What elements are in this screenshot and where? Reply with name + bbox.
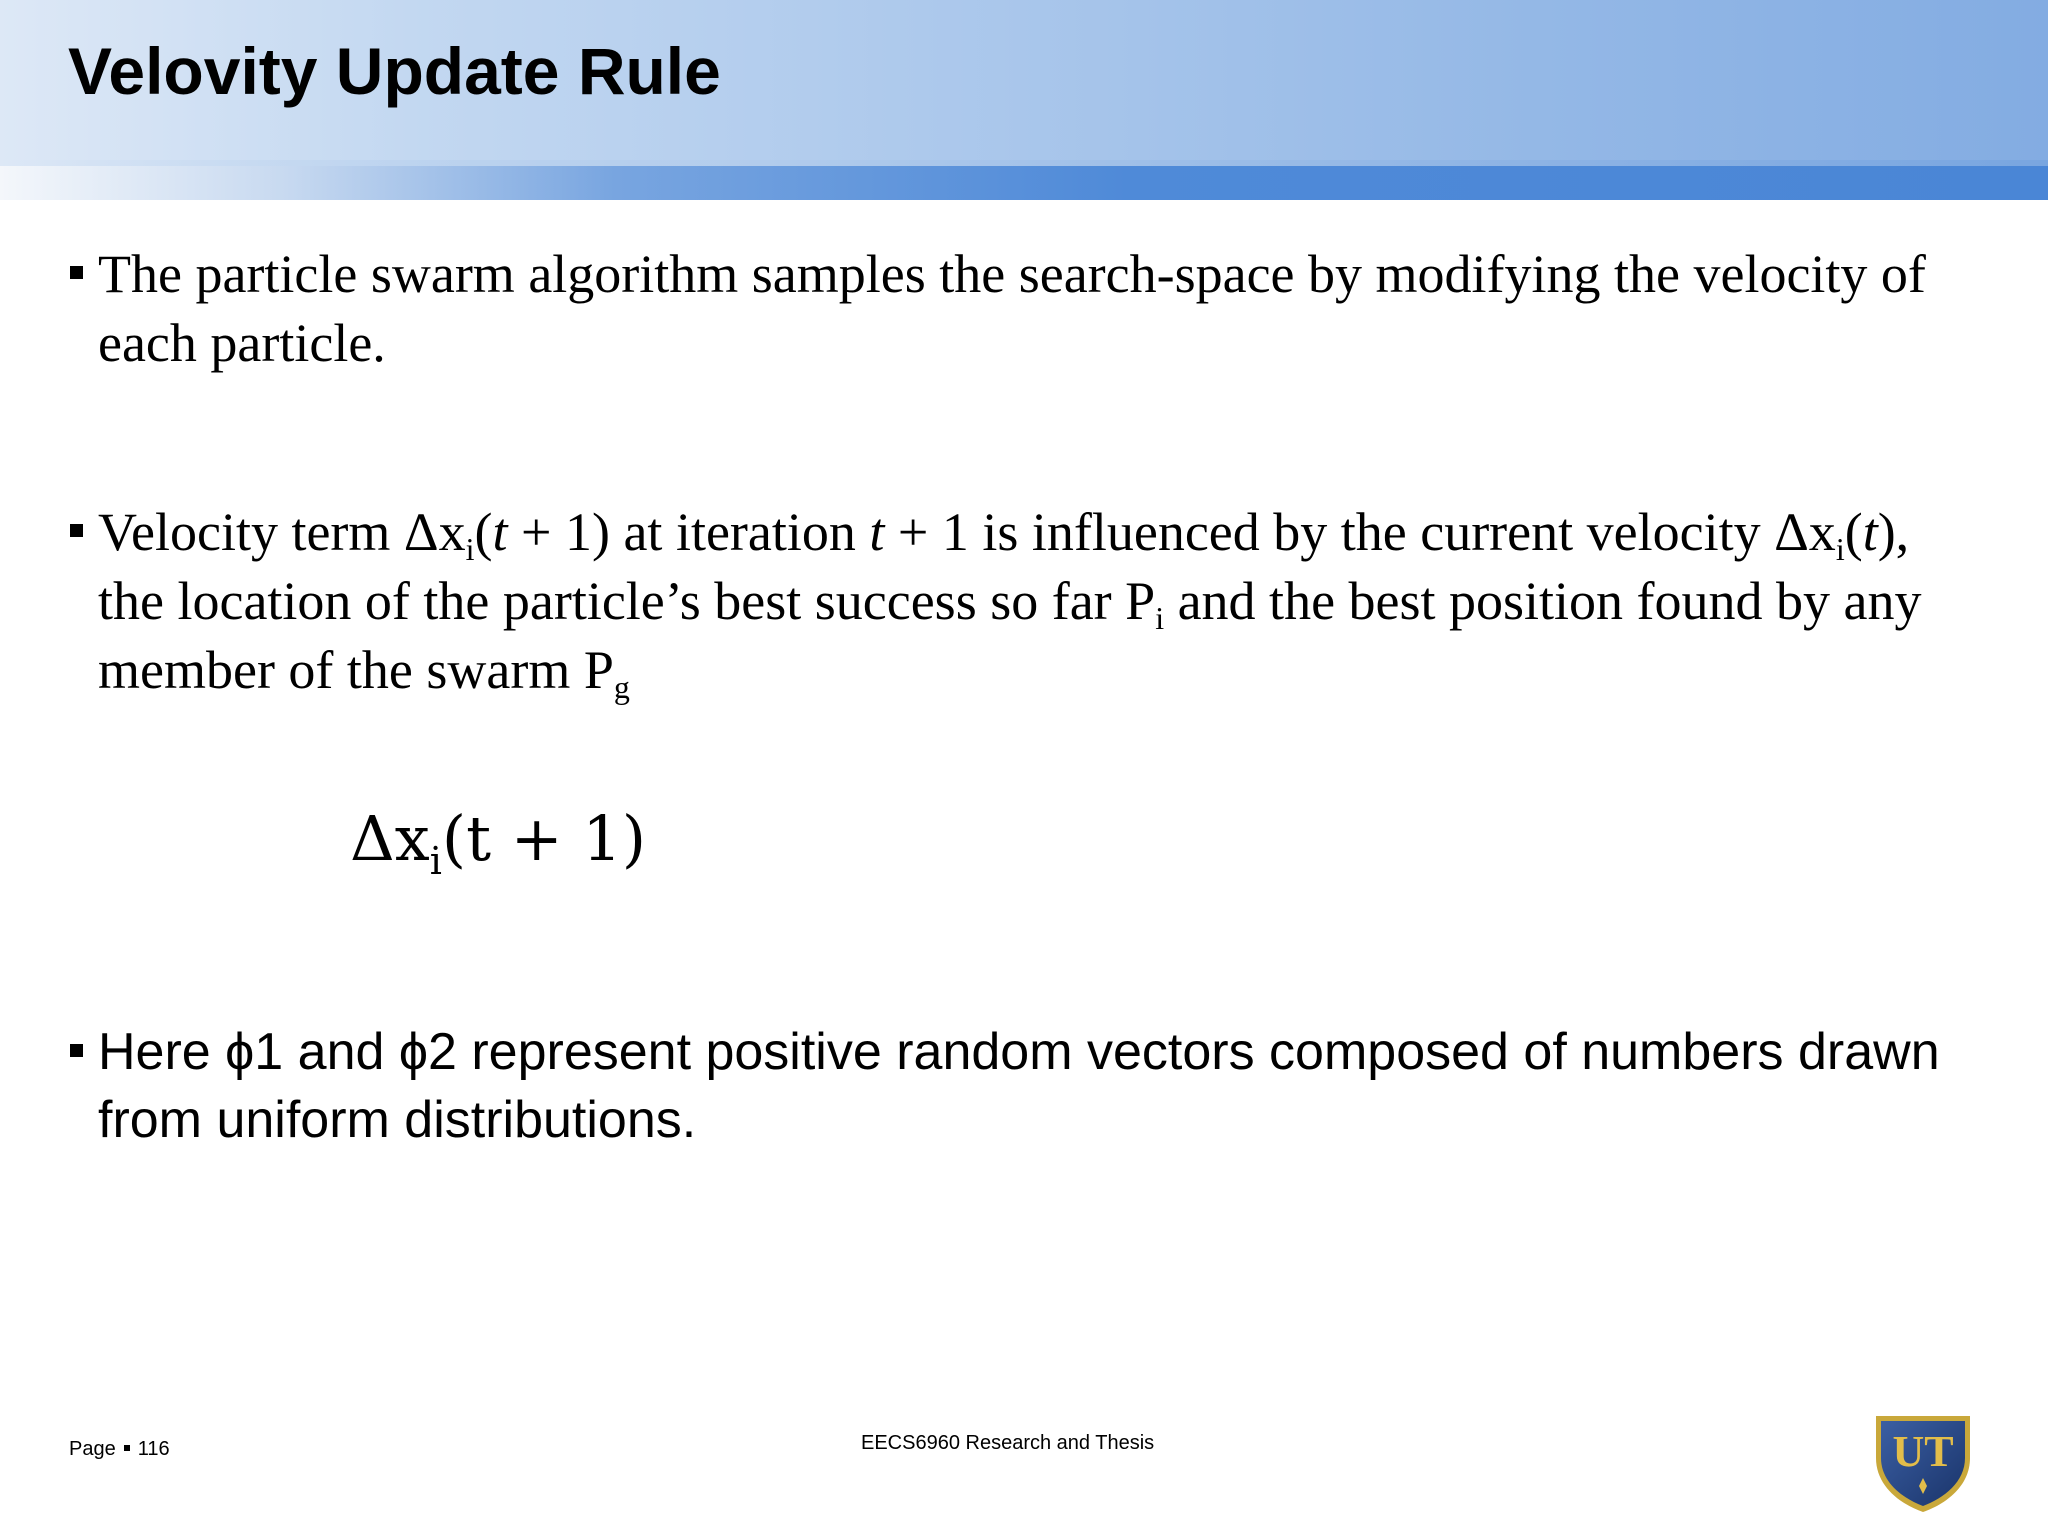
bullet-text: The particle swarm algorithm samples the search-space by modifying the velocity of each particle. (98, 244, 1926, 373)
bullet-item (70, 240, 1970, 378)
velocity-formula (350, 794, 646, 884)
formula-tail: (t + 1) (441, 802, 647, 875)
bullet-text: Here ϕ1 and ϕ2 represent positive random vectors composed of numbers drawn from uniform distributions. (98, 1023, 1940, 1149)
slide-title: Velovity Update Rule (68, 34, 721, 108)
page-label: Page (69, 1438, 116, 1460)
bullet-square-icon (70, 524, 83, 537)
ut-shield-logo (1872, 1408, 1974, 1514)
logo-letters: UT (1892, 1427, 1954, 1476)
italic-variable: t (492, 502, 508, 562)
separator-icon (124, 1445, 130, 1451)
text-run: ( (474, 502, 493, 562)
text-run: ( (1844, 502, 1863, 562)
bullet-square-icon (70, 266, 83, 279)
bullet-item (70, 498, 1970, 705)
course-footer: EECS6960 Research and Thesis (861, 1432, 1155, 1454)
text-run: Velocity term Δx (98, 502, 466, 562)
page-number-value: 116 (137, 1438, 170, 1460)
text-run: and the best position found by any member of the swarm P (98, 571, 1922, 700)
formula-subscript: i (429, 839, 442, 883)
text-run: + 1 is influenced by the current velocity Δx (884, 502, 1836, 562)
subscript: i (1835, 531, 1845, 567)
bullet-square-icon (70, 1044, 83, 1057)
subscript: i (1155, 600, 1165, 636)
text-run: + 1) at iteration (507, 502, 870, 562)
italic-variable: t (869, 502, 885, 562)
header-band (0, 166, 2048, 200)
page-number (69, 1436, 170, 1462)
subscript: g (613, 669, 630, 705)
formula-lead: Δx (350, 802, 430, 875)
text-run: ), the location of the particle’s best success so far P (98, 502, 1910, 631)
bullet-item (70, 1018, 1970, 1154)
bullet-text (98, 498, 1970, 705)
subscript: i (465, 531, 475, 567)
italic-variable: t (1862, 502, 1878, 562)
